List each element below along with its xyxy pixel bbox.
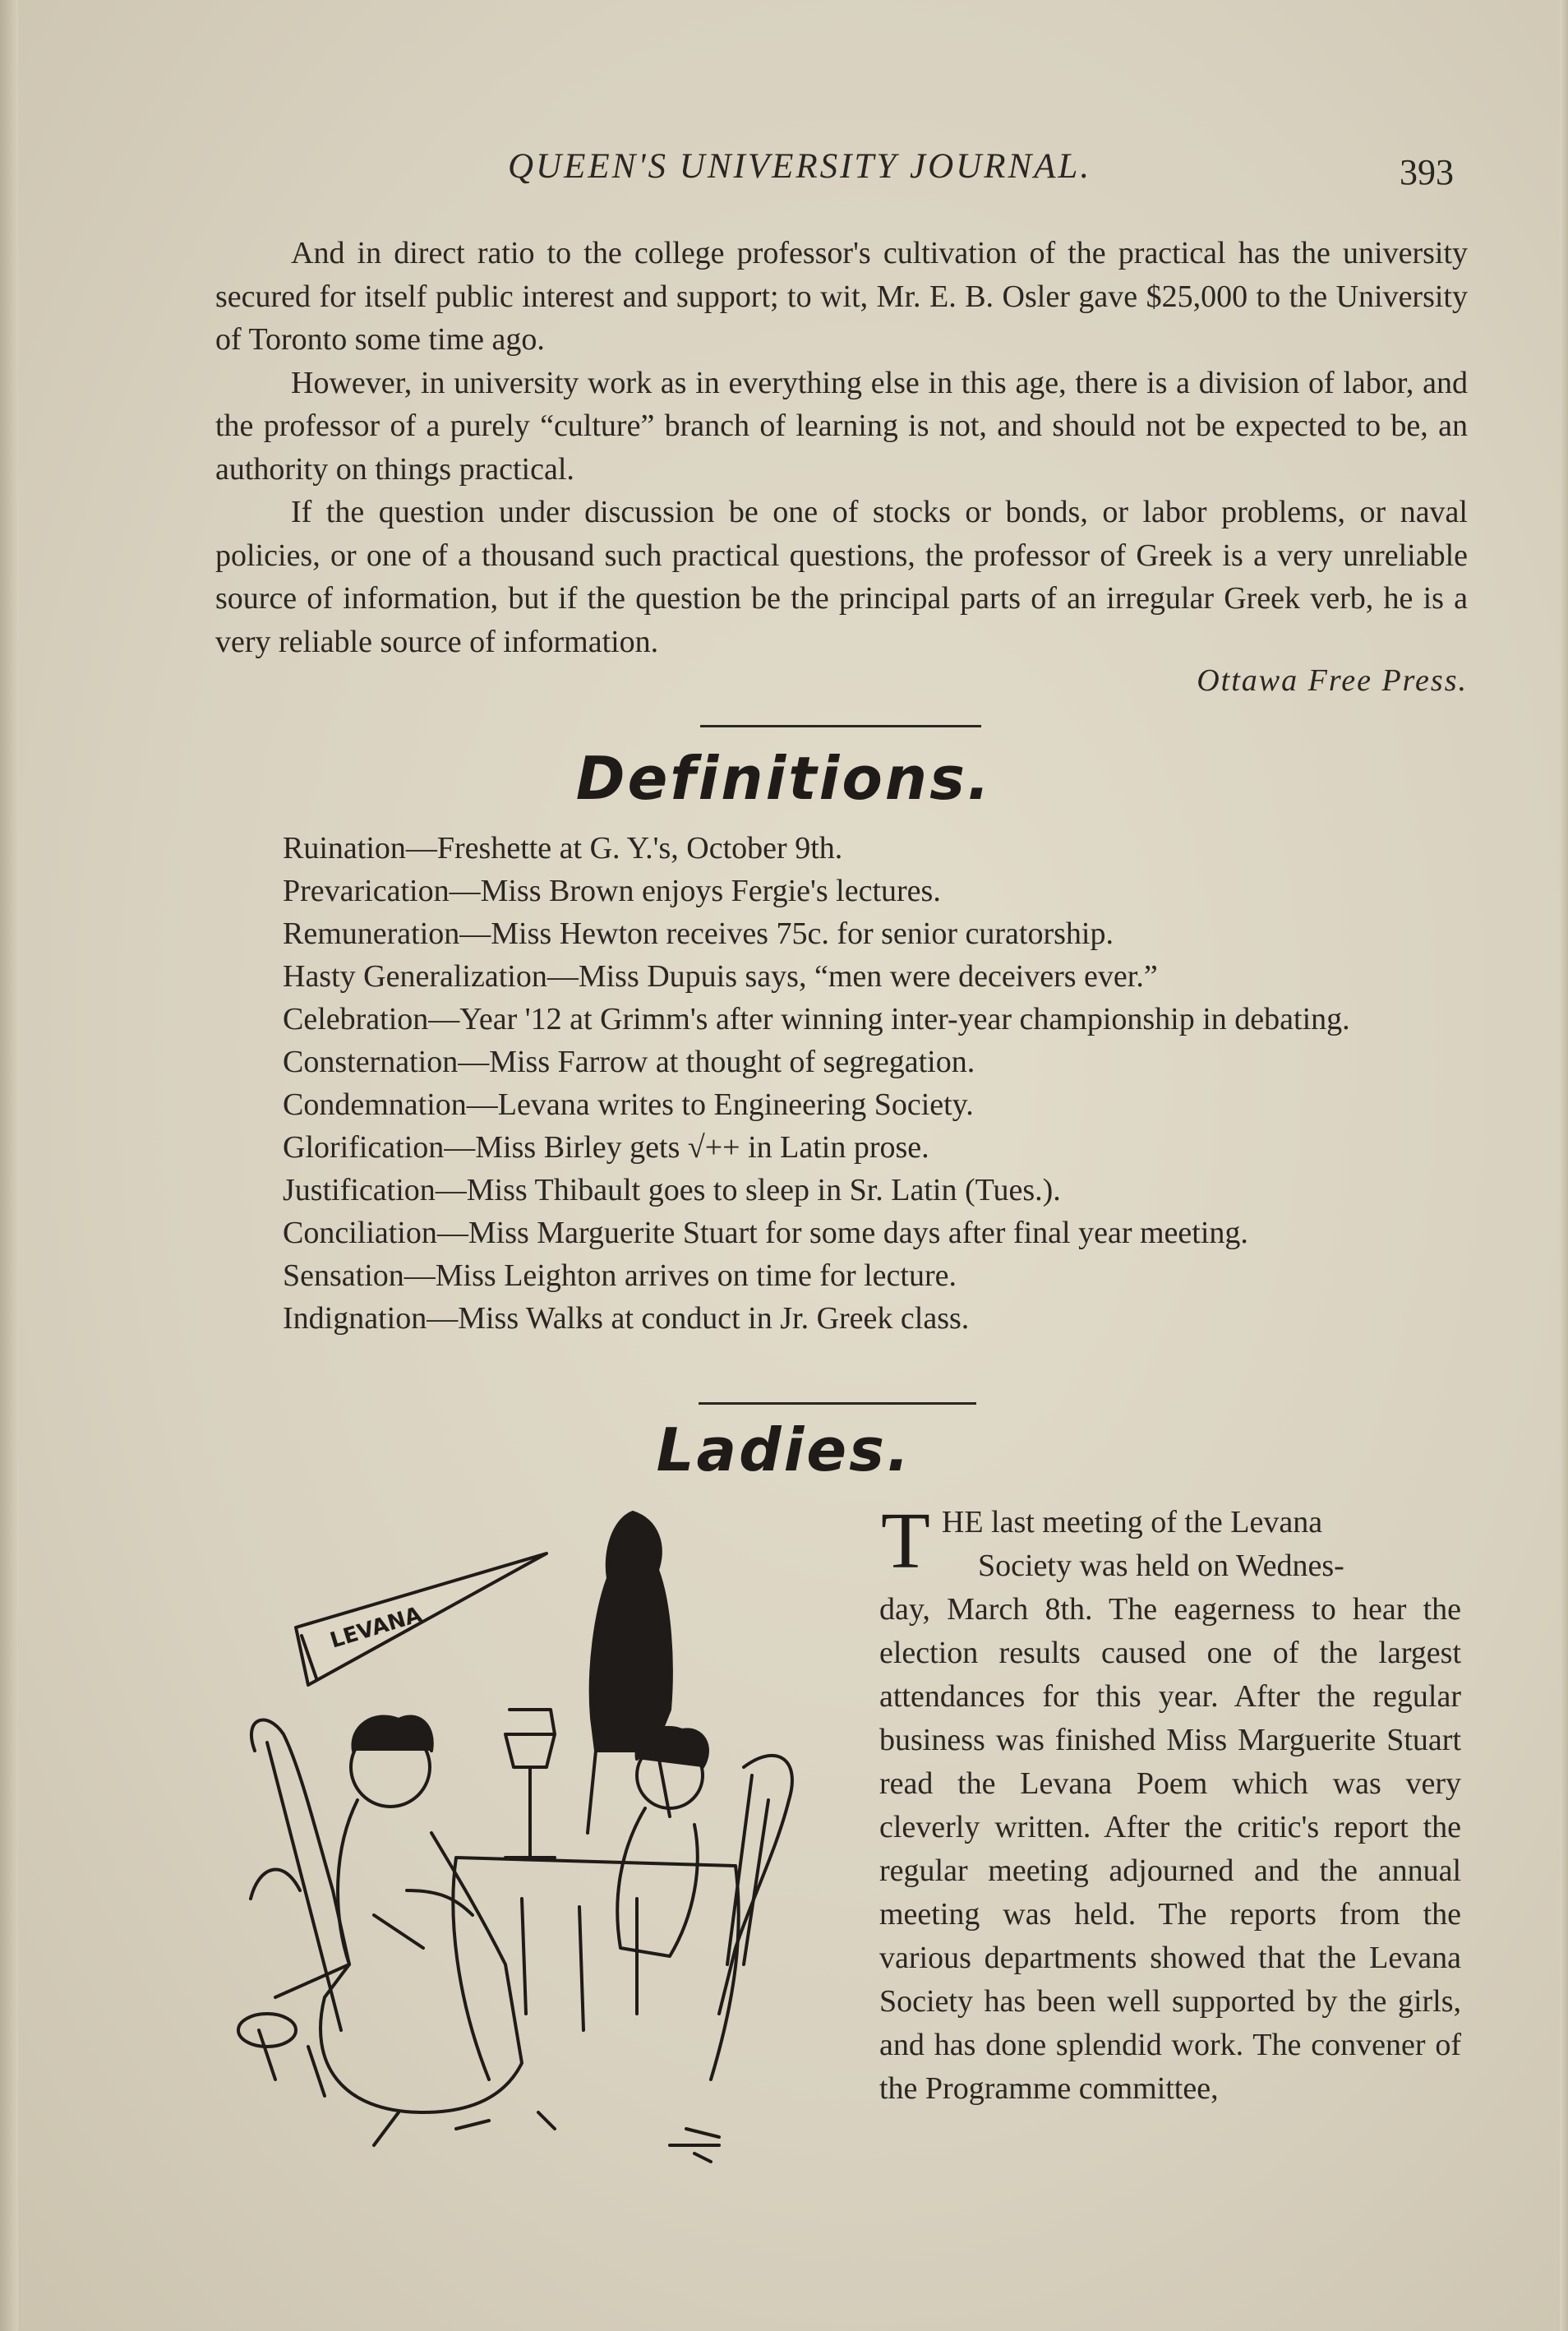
- definition-item: Glorification—Miss Birley gets √++ in Latin prose.: [283, 1130, 929, 1165]
- article-paragraph: If the question under discussion be one of stocks or bonds, or labor problems, or naval policies, or one of a thousand such practical questions, the professor of Greek is a very unreliable source of information, but if the question be the principal parts of an irregular Greek verb, he is a very reliable source of information.: [215, 495, 1468, 659]
- definition-item: Condemnation—Levana writes to Engineering Society.: [283, 1087, 974, 1122]
- section-divider: [700, 725, 981, 727]
- standing-figure: [588, 1512, 671, 1833]
- definitions-heading: Definitions.: [575, 744, 993, 813]
- left-chair: [238, 1720, 349, 2096]
- definition-item: Hasty Generalization—Miss Dupuis says, “men were deceivers ever.”: [283, 959, 1158, 994]
- definition-item: Sensation—Miss Leighton arrives on time for lecture.: [283, 1258, 957, 1293]
- ladies-second-line: Society was held on Wednes-: [978, 1549, 1344, 1583]
- svg-text:LEVANA: LEVANA: [327, 1602, 425, 1654]
- ladies-body: day, March 8th. The eagerness to hear the election results caused one of the largest attendances for this year. After the regular business was finished Miss Marguerite Stuart read the Levana Poem which was very cleverly written. After the critic's report the regular meeting adjourned and the annual meeting was held. The reports from the various departments showed that the Levana Society has been well supported by the girls, and has done splendid work. The convener of the Programme committee,: [879, 1592, 1461, 2106]
- ladies-first-line: HE last meeting of the Levana: [941, 1505, 1323, 1539]
- right-chair: [719, 1756, 792, 2014]
- definition-item: Ruination—Freshette at G. Y.'s, October 9th.: [283, 831, 843, 865]
- tea-party-illustration: [210, 1504, 867, 2178]
- definition-item: Prevarication—Miss Brown enjoys Fergie's lectures.: [283, 874, 941, 908]
- definition-item: Justification—Miss Thibault goes to sleep in Sr. Latin (Tues.).: [283, 1173, 1061, 1207]
- pennant-flag: [296, 1553, 546, 1685]
- seated-lady-right: [617, 1728, 708, 1956]
- section-divider: [699, 1402, 976, 1405]
- ladies-article: [879, 1497, 1461, 2111]
- article-paragraph: However, in university work as in everything else in this age, there is a division of labor, and the professor of a purely “culture” branch of learning is not, and should not be expected to be, an authority on things practical.: [215, 365, 1468, 487]
- ladies-heading: Ladies.: [656, 1415, 912, 1484]
- page-edge: [1560, 0, 1568, 2331]
- definition-item: Celebration—Year '12 at Grimm's after winning inter-year championship in debating.: [283, 1002, 1350, 1036]
- drop-cap: T: [881, 1497, 930, 1586]
- definition-item: Indignation—Miss Walks at conduct in Jr. Greek class.: [283, 1301, 970, 1336]
- seated-lady-left: [321, 1716, 522, 2112]
- binding-gutter: [0, 0, 18, 2331]
- article-attribution: Ottawa Free Press.: [1197, 663, 1468, 698]
- definition-item: Consternation—Miss Farrow at thought of segregation.: [283, 1045, 975, 1079]
- definition-item: Remuneration—Miss Hewton receives 75c. for senior curatorship.: [283, 916, 1114, 951]
- definition-item: Conciliation—Miss Marguerite Stuart for some days after final year meeting.: [283, 1216, 1248, 1250]
- journal-title: QUEEN'S UNIVERSITY JOURNAL.: [508, 147, 1092, 186]
- definitions-list: [215, 827, 1471, 1340]
- article-body: [215, 232, 1468, 663]
- ink-scratches: [374, 2112, 719, 2162]
- article-paragraph: And in direct ratio to the college professor's cultivation of the practical has the university secured for itself public interest and support; to wit, Mr. E. B. Osler gave $25,000 to the University of Toronto some time ago.: [215, 236, 1468, 357]
- lamp: [505, 1710, 555, 1858]
- page-number: 393: [1400, 152, 1454, 192]
- running-head: [0, 146, 1568, 204]
